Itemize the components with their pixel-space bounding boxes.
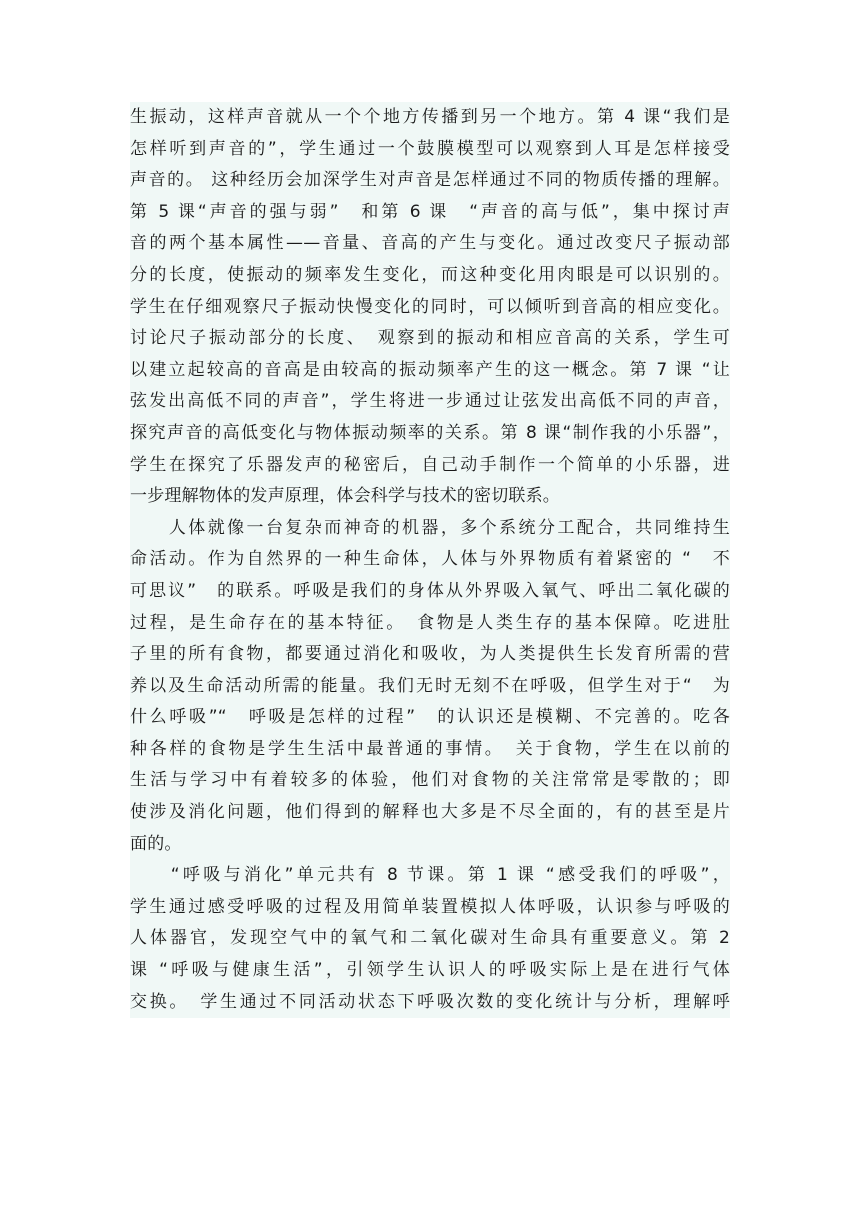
text-line: 弦发出高低不同的声音”，学生将进一步通过让弦发出高低不同的声音， xyxy=(130,391,730,412)
text-line: 学生在仔细观察尺子振动快慢变化的同时，可以倾听到音高的相应变化。 xyxy=(130,296,730,317)
text-line: 可思议” 的联系。呼吸是我们的身体从外界吸入氧气、呼出二氧化碳的 xyxy=(130,580,730,601)
text-line: 生活与学习中有着较多的体验，他们对食物的关注常常是零散的；即 xyxy=(130,770,730,791)
text-line: 音的两个基本属性——音量、音高的产生与变化。通过改变尺子振动部 xyxy=(130,233,730,254)
text-line: 声音的。 这种经历会加深学生对声音是怎样通过不同的物质传播的理解。 xyxy=(130,170,730,191)
text-line: 人体器官，发现空气中的氧气和二氧化碳对生命具有重要意义。第 2 xyxy=(130,928,730,949)
text-line: 交换。 学生通过不同活动状态下呼吸次数的变化统计与分析，理解呼 xyxy=(130,991,730,1012)
text-line: 使涉及消化问题，他们得到的解释也大多是不尽全面的，有的甚至是片 xyxy=(130,802,730,823)
text-line: 命活动。作为自然界的一种生命体，人体与外界物质有着紧密的 “ 不 xyxy=(130,549,730,570)
body-text xyxy=(130,102,730,1018)
text-line: 种各样的食物是学生生活中最普通的事情。 关于食物，学生在以前的 xyxy=(130,738,730,759)
text-line: 分的长度，使振动的频率发生变化，而这种变化用肉眼是可以识别的。 xyxy=(130,264,730,285)
text-line: 以建立起较高的音高是由较高的振动频率产生的这一概念。第 7 课 “让 xyxy=(130,359,730,380)
text-line: 子里的所有食物，都要通过消化和吸收，为人类提供生长发育所需的营 xyxy=(130,644,730,665)
text-line: 怎样听到声音的”，学生通过一个鼓膜模型可以观察到人耳是怎样接受 xyxy=(130,138,730,159)
text-line: 探究声音的高低变化与物体振动频率的关系。第 8 课“制作我的小乐器”， xyxy=(130,422,730,443)
text-line: 讨论尺子振动部分的长度、 观察到的振动和相应音高的关系，学生可 xyxy=(130,328,730,349)
text-line: 学生通过感受呼吸的过程及用简单装置模拟人体呼吸，认识参与呼吸的 xyxy=(130,896,730,917)
text-line: “呼吸与消化”单元共有 8 节课。第 1 课 “感受我们的呼吸”， xyxy=(130,865,730,886)
text-line: 课 “呼吸与健康生活”，引领学生认识人的呼吸实际上是在进行气体 xyxy=(130,960,730,981)
text-line: 什么呼吸”“ 呼吸是怎样的过程” 的认识还是模糊、不完善的。吃各 xyxy=(130,707,730,728)
text-line: 第 5 课“声音的强与弱” 和第 6 课 “声音的高与低”，集中探讨声 xyxy=(130,201,730,222)
text-line: 人体就像一台复杂而神奇的机器，多个系统分工配合，共同维持生 xyxy=(130,517,730,538)
text-line: 养以及生命活动所需的能量。我们无时无刻不在呼吸，但学生对于“ 为 xyxy=(130,675,730,696)
text-line: 一步理解物体的发声原理，体会科学与技术的密切联系。 xyxy=(130,486,560,507)
text-line: 过程，是生命存在的基本特征。 食物是人类生存的基本保障。吃进肚 xyxy=(130,612,730,633)
text-line: 学生在探究了乐器发声的秘密后，自己动手制作一个简单的小乐器，进 xyxy=(130,454,730,475)
text-line: 面的。 xyxy=(130,833,182,854)
text-line: 生振动，这样声音就从一个个地方传播到另一个地方。第 4 课“我们是 xyxy=(130,107,730,127)
